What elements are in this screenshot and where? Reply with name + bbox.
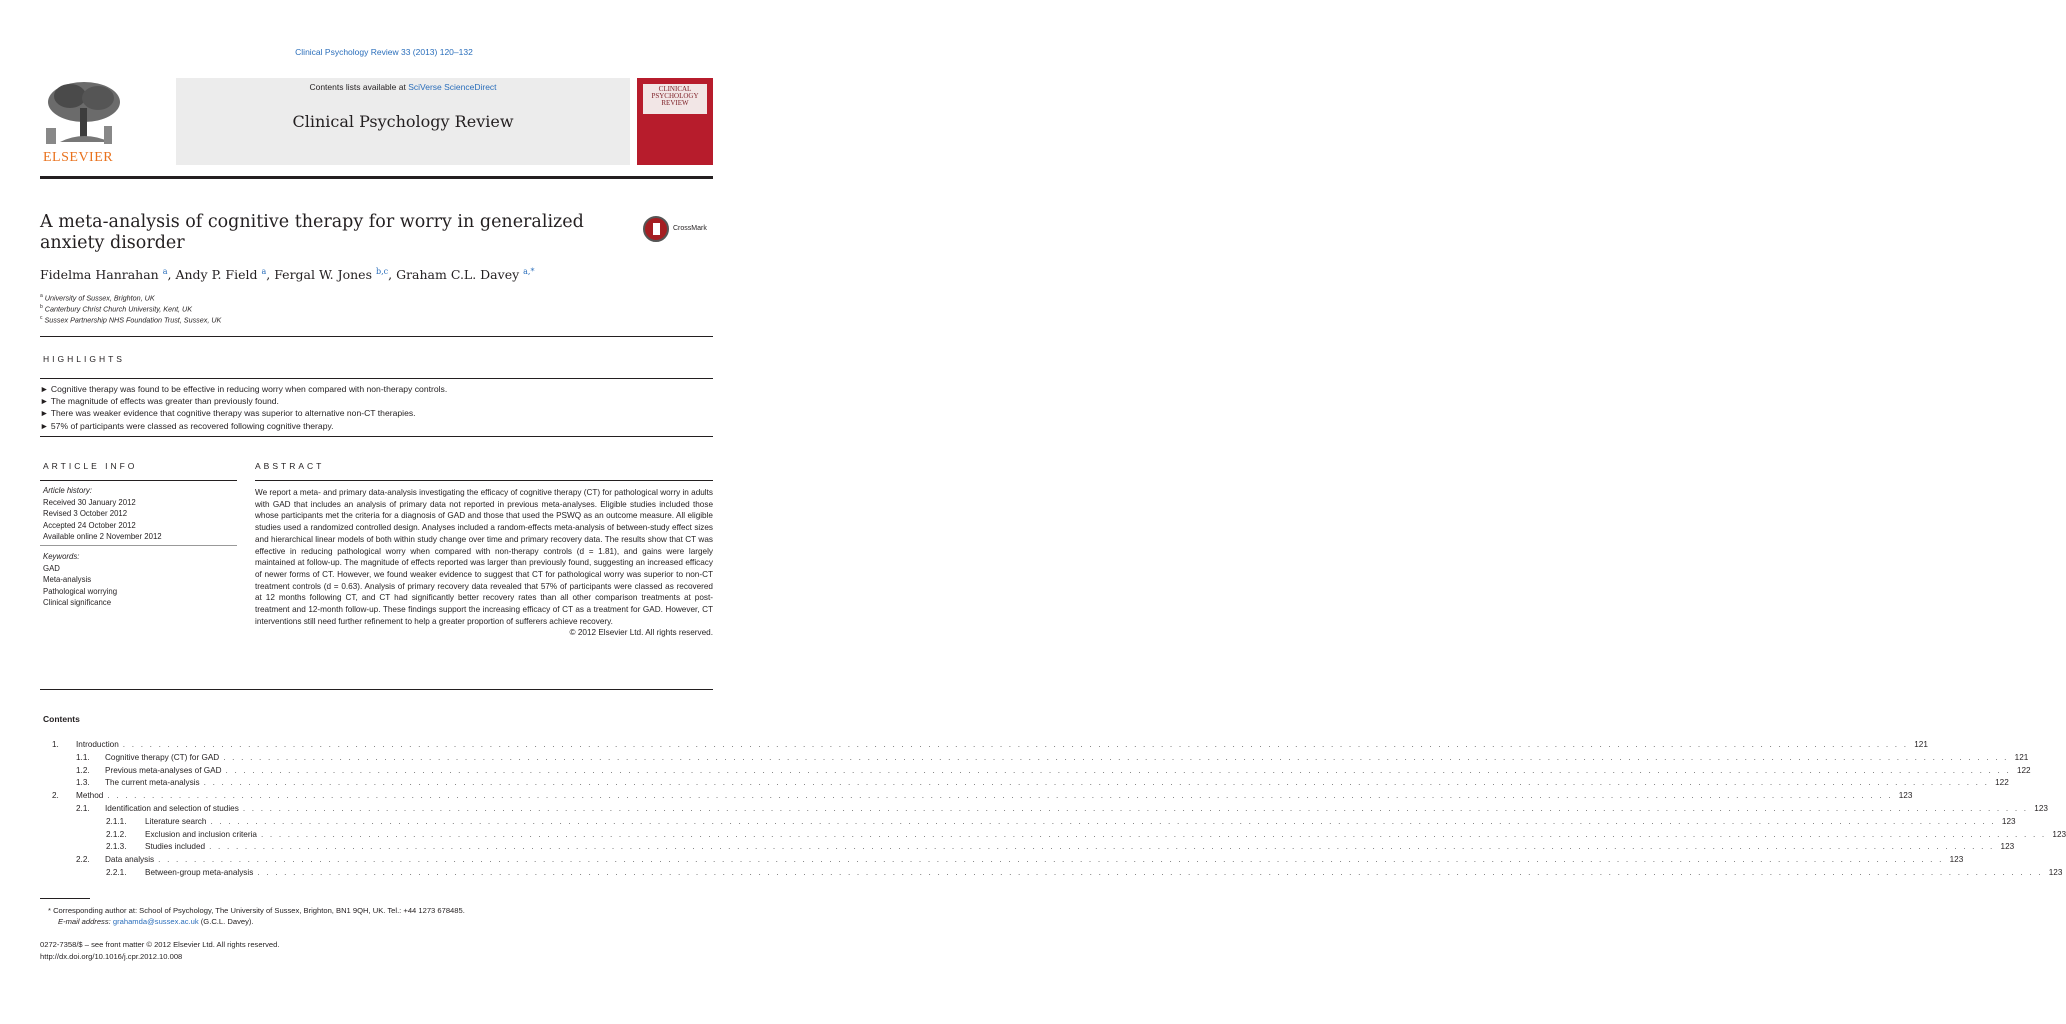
header-divider [40,176,713,179]
toc-page-number[interactable]: 121 [1914,740,1928,749]
toc-number: 2. [52,791,59,801]
author-name[interactable]: Andy P. Field [175,267,258,283]
crossmark-label: CrossMark [673,225,707,232]
toc-leader: . . . . . . . . . . . . . . . . . . . . . . . . . . . . . . . . . . . . . . . . . . . . . . . . . . . . . . . . . . . . . . . . . . . . . . . . . . . . . . . . . . . . . . . . . . . . . . . . . . . . . . . . . . . . . . . . . . . . . . . . . . . . . . . . . . . . . . . . . . . . . . . . . . . . . . . . . . . . . . . . . . . . . . . . . . . . . . . . . . . . . . . . . . . . . . . . . . . . . . . . [257,868,2043,877]
toc-number: 2.2.1. [106,868,127,877]
toc-title[interactable]: The current meta-analysis [105,778,200,788]
toc-page-number[interactable]: 123 [2052,829,2066,839]
toc-entry[interactable] [52,816,2016,829]
highlights-heading: HIGHLIGHTS [43,354,125,364]
article-history: Article history: Received 30 January 2012 Revised 3 October 2012 Accepted 24 October 2012 Available online 2 November 2012 [43,486,162,541]
toc-title[interactable]: Exclusion and inclusion criteria [145,829,257,839]
toc-entry[interactable] [52,778,2009,790]
affiliation: $^a$ University of Sussex, Brighton, UK [40,293,155,303]
article-info-heading: ARTICLE INFO [43,461,138,471]
abstract-rule [255,480,713,481]
toc-entry[interactable] [52,740,1928,752]
toc-page-number[interactable]: 123 [1898,791,1913,801]
author-affiliation-marker[interactable]: a,* [523,267,535,276]
toc-leader: . . . . . . . . . . . . . . . . . . . . . . . . . . . . . . . . . . . . . . . . . . . . . . . . . . . . . . . . . . . . . . . . . . . . . . . . . . . . . . . . . . . . . . . . . . . . . . . . . . . . . . . . . . . . . . . . . . . . . . . . . . . . . . . . . . . . . . . . . . . . . . . . . . . . . . . . . . . . . . . . . . . . . . . . . . . . . . . . . . . . . . . . . . . . . . . . . . . . . . . . [209,842,1995,852]
article-info-rule [40,480,237,481]
toc-number: 2.1. [76,804,90,813]
toc-leader: . . . . . . . . . . . . . . . . . . . . . . . . . . . . . . . . . . . . . . . . . . . . . . . . . . . . . . . . . . . . . . . . . . . . . . . . . . . . . . . . . . . . . . . . . . . . . . . . . . . . . . . . . . . . . . . . . . . . . . . . . . . . . . . . . . . . . . . . . . . . . . . . . . . . . . . . . . . . . . . . . . . . . . . . . . . . . . . . . . . . . . . . . . . . . . . . . . . . . . . . [260,829,2047,839]
author-affiliation-marker[interactable]: b,c [375,267,389,276]
sciencedirect-link[interactable]: SciVerse ScienceDirect [408,82,497,92]
toc-title[interactable]: Data analysis [105,855,155,865]
contents-heading: Contents [43,714,80,724]
highlights-rule [40,378,713,379]
highlight-item: ► Cognitive therapy was found to be effective in reducing worry when compared with non-therapy controls. [40,384,448,394]
elsevier-wordmark: ELSEVIER [43,150,114,165]
toc-title[interactable]: Studies included [145,842,206,852]
section-divider [40,336,713,337]
keywords: Keywords: GAD Meta-analysis Pathological worrying Clinical significance [43,552,118,607]
toc-page-number[interactable]: 123 [1949,855,1964,865]
article-title: A meta-analysis of cognitive therapy for worry in generalized anxiety disorder [40,212,584,253]
journal-header-box [176,78,630,165]
highlight-item: ► There was weaker evidence that cognitive therapy was superior to alternative non-CT therapies. [40,408,416,418]
toc-leader: . . . . . . . . . . . . . . . . . . . . . . . . . . . . . . . . . . . . . . . . . . . . . . . . . . . . . . . . . . . . . . . . . . . . . . . . . . . . . . . . . . . . . . . . . . . . . . . . . . . . . . . . . . . . . . . . . . . . . . . . . . . . . . . . . . . . . . . . . . . . . . . . . . . . . . . . . . . . . . . . . . . . . . . . . . . . . . . . . . . . . . . . . . . . . . . . . . . . . . . . [225,765,2011,775]
toc-number: 2.2. [76,855,90,865]
abstract-heading: ABSTRACT [255,461,325,471]
author-name[interactable]: Graham C.L. Davey [396,267,520,283]
section-divider [40,689,713,690]
highlight-item: ► The magnitude of effects was greater than previously found. [40,396,279,406]
toc-page-number[interactable]: 123 [2034,804,2048,813]
highlights-rule [40,436,713,437]
info-divider [40,545,237,546]
toc-title[interactable]: Method [76,791,104,801]
author-affiliation-marker[interactable]: a [261,267,267,276]
email-line: E-mail address: grahamda@sussex.ac.uk (G.C.L. Davey). [58,917,254,926]
toc-title[interactable]: Introduction [76,740,119,749]
toc-page-number[interactable]: 123 [2048,868,2063,877]
toc-entry[interactable] [52,791,1913,803]
copyright-notice: © 2012 Elsevier Ltd. All rights reserved. [569,628,713,638]
author-list: Fidelma Hanrahan $^a$, Andy P. Field $^a$, Fergal W. Jones $^{b,c}$, Graham C.L. Davey $^{a,*}$ [40,267,535,283]
journal-reference-link[interactable]: Clinical Psychology Review 33 (2013) 120–132 [295,47,473,57]
toc-number: 1.2. [76,765,90,775]
toc-entry[interactable] [52,868,2063,880]
abstract-text: We report a meta- and primary data-analysis investigating the efficacy of cognitive therapy (CT) for pathological worry in adults with GAD that includes an analysis of primary data not reported in previous meta-analyses. Eligible studies included those whose participants met the criteria for a diagnosis of GAD and those that used the PSWQ as an outcome measure. All eligible studies used a randomized controlled design. Analyses included a random-effects meta-analysis of between-study effect sizes and hierarchical linear models of both within study change over time and primary recovery data. The results show that CT was effective in reducing pathological worry when compared with non-therapy controls (d = 1.81), and gains were largely maintained at follow-up. The magnitude of effects reported was larger than previously found, suggesting an increased efficacy of newer forms of CT. However, we found weaker evidence to suggest that CT for pathological worry was superior to non-CT treatment controls (d = 0.63). Analysis of primary recovery data revealed that 57% of participants were classed as recovered at 12 months following CT, and CT had significantly better recovery rates than all other comparison treatments at post-treatment and 12-month follow-up. These findings support the increasing efficacy of CT as a treatment for GAD. However, CT interventions still need further refinement to help a greater proportion of sufferers achieve recovery. [255,488,713,626]
toc-leader: . . . . . . . . . . . . . . . . . . . . . . . . . . . . . . . . . . . . . . . . . . . . . . . . . . . . . . . . . . . . . . . . . . . . . . . . . . . . . . . . . . . . . . . . . . . . . . . . . . . . . . . . . . . . . . . . . . . . . . . . . . . . . . . . . . . . . . . . . . . . . . . . . . . . . . . . . . . . . . . . . . . . . . . . . . . . . . . . . . . . . . . . . . . . . . . . . . . . . . . . [223,752,2009,762]
toc-leader: . . . . . . . . . . . . . . . . . . . . . . . . . . . . . . . . . . . . . . . . . . . . . . . . . . . . . . . . . . . . . . . . . . . . . . . . . . . . . . . . . . . . . . . . . . . . . . . . . . . . . . . . . . . . . . . . . . . . . . . . . . . . . . . . . . . . . . . . . . . . . . . . . . . . . . . . . . . . . . . . . . . . . . . . . . . . . . . . . . . . . . . . . . . . . . . . . . . . . . . . [122,740,1909,749]
toc-leader: . . . . . . . . . . . . . . . . . . . . . . . . . . . . . . . . . . . . . . . . . . . . . . . . . . . . . . . . . . . . . . . . . . . . . . . . . . . . . . . . . . . . . . . . . . . . . . . . . . . . . . . . . . . . . . . . . . . . . . . . . . . . . . . . . . . . . . . . . . . . . . . . . . . . . . . . . . . . . . . . . . . . . . . . . . . . . . . . . . . . . . . . . . . . . . . . . . . . . . . . [210,816,1996,826]
cover-title: CLINICAL PSYCHOLOGY REVIEW [643,84,707,114]
toc-number: 2.1.3. [106,842,127,852]
toc-entry[interactable] [52,855,1964,867]
abstract-body [255,487,713,639]
keyword: Meta-analysis [43,575,92,584]
keyword: Pathological worrying [43,586,118,596]
toc-title[interactable]: Cognitive therapy (CT) for GAD [105,752,220,762]
toc-leader: . . . . . . . . . . . . . . . . . . . . . . . . . . . . . . . . . . . . . . . . . . . . . . . . . . . . . . . . . . . . . . . . . . . . . . . . . . . . . . . . . . . . . . . . . . . . . . . . . . . . . . . . . . . . . . . . . . . . . . . . . . . . . . . . . . . . . . . . . . . . . . . . . . . . . . . . . . . . . . . . . . . . . . . . . . . . . . . . . . . . . . . . . . . . . . . . . . . . . . . . [203,778,1990,788]
author-name[interactable]: Fergal W. Jones [274,267,372,283]
author-name[interactable]: Fidelma Hanrahan [40,267,159,283]
affiliation: $^c$ Sussex Partnership NHS Foundation Trust, Sussex, UK [40,315,222,325]
toc-page-number[interactable]: 123 [2001,816,2016,826]
toc-number: 2.1.2. [106,829,127,839]
keyword: GAD [43,563,60,573]
journal-cover-thumbnail [637,78,713,165]
toc-entry[interactable] [52,842,2015,854]
toc-number: 2.1.1. [106,816,127,826]
toc-leader: . . . . . . . . . . . . . . . . . . . . . . . . . . . . . . . . . . . . . . . . . . . . . . . . . . . . . . . . . . . . . . . . . . . . . . . . . . . . . . . . . . . . . . . . . . . . . . . . . . . . . . . . . . . . . . . . . . . . . . . . . . . . . . . . . . . . . . . . . . . . . . . . . . . . . . . . . . . . . . . . . . . . . . . . . . . . . . . . . . . . . . . . . . . . . . . . . . . . . . . . [242,804,2029,813]
crossmark-button[interactable] [643,216,715,244]
toc-title[interactable]: Between-group meta-analysis [145,868,254,877]
email-link[interactable]: grahamda@sussex.ac.uk [112,917,199,926]
toc-leader: . . . . . . . . . . . . . . . . . . . . . . . . . . . . . . . . . . . . . . . . . . . . . . . . . . . . . . . . . . . . . . . . . . . . . . . . . . . . . . . . . . . . . . . . . . . . . . . . . . . . . . . . . . . . . . . . . . . . . . . . . . . . . . . . . . . . . . . . . . . . . . . . . . . . . . . . . . . . . . . . . . . . . . . . . . . . . . . . . . . . . . . . . . . . . . . . . . . . . . . . [158,855,1944,865]
toc-title[interactable]: Previous meta-analyses of GAD [105,765,222,775]
toc-leader: . . . . . . . . . . . . . . . . . . . . . . . . . . . . . . . . . . . . . . . . . . . . . . . . . . . . . . . . . . . . . . . . . . . . . . . . . . . . . . . . . . . . . . . . . . . . . . . . . . . . . . . . . . . . . . . . . . . . . . . . . . . . . . . . . . . . . . . . . . . . . . . . . . . . . . . . . . . . . . . . . . . . . . . . . . . . . . . . . . . . . . . . . . . . . . . . . . . . . . . . [107,791,1893,801]
keyword: Clinical significance [43,598,112,607]
toc-entry[interactable] [52,804,2048,816]
toc-page-number[interactable]: 121 [2014,752,2029,762]
doi-link[interactable]: http://dx.doi.org/10.1016/j.cpr.2012.10.008 [40,952,183,961]
corresponding-author-note: * Corresponding author at: School of Psychology, The University of Sussex, Brighton, BN1 9QH, UK. Tel.: +44 1273 678485. [48,906,465,915]
toc-page-number[interactable]: 122 [2016,765,2031,775]
toc-page-number[interactable]: 122 [1995,778,2009,788]
toc-entry[interactable] [52,765,2031,778]
highlight-item: ► 57% of participants were classed as recovered following cognitive therapy. [40,421,334,431]
toc-number: 1. [52,740,59,749]
issn-line: 0272-7358/$ – see front matter © 2012 Elsevier Ltd. All rights reserved. [40,940,280,949]
toc-number: 1.1. [76,752,90,762]
journal-title: Clinical Psychology Review [292,112,514,131]
toc-title[interactable]: Identification and selection of studies [105,804,239,813]
toc-entry[interactable] [52,752,2029,765]
toc-entry[interactable] [52,829,2066,842]
author-affiliation-marker[interactable]: a [162,267,168,276]
toc-page-number[interactable]: 123 [2000,842,2015,852]
footnote-rule [40,898,90,899]
crossmark-icon [643,216,669,242]
toc-title[interactable]: Literature search [145,816,207,826]
toc-number: 1.3. [76,778,90,788]
affiliation: $^b$ Canterbury Christ Church University, Kent, UK [40,304,193,314]
contents-available-line: Contents lists available at SciVerse ScienceDirect [309,82,497,92]
